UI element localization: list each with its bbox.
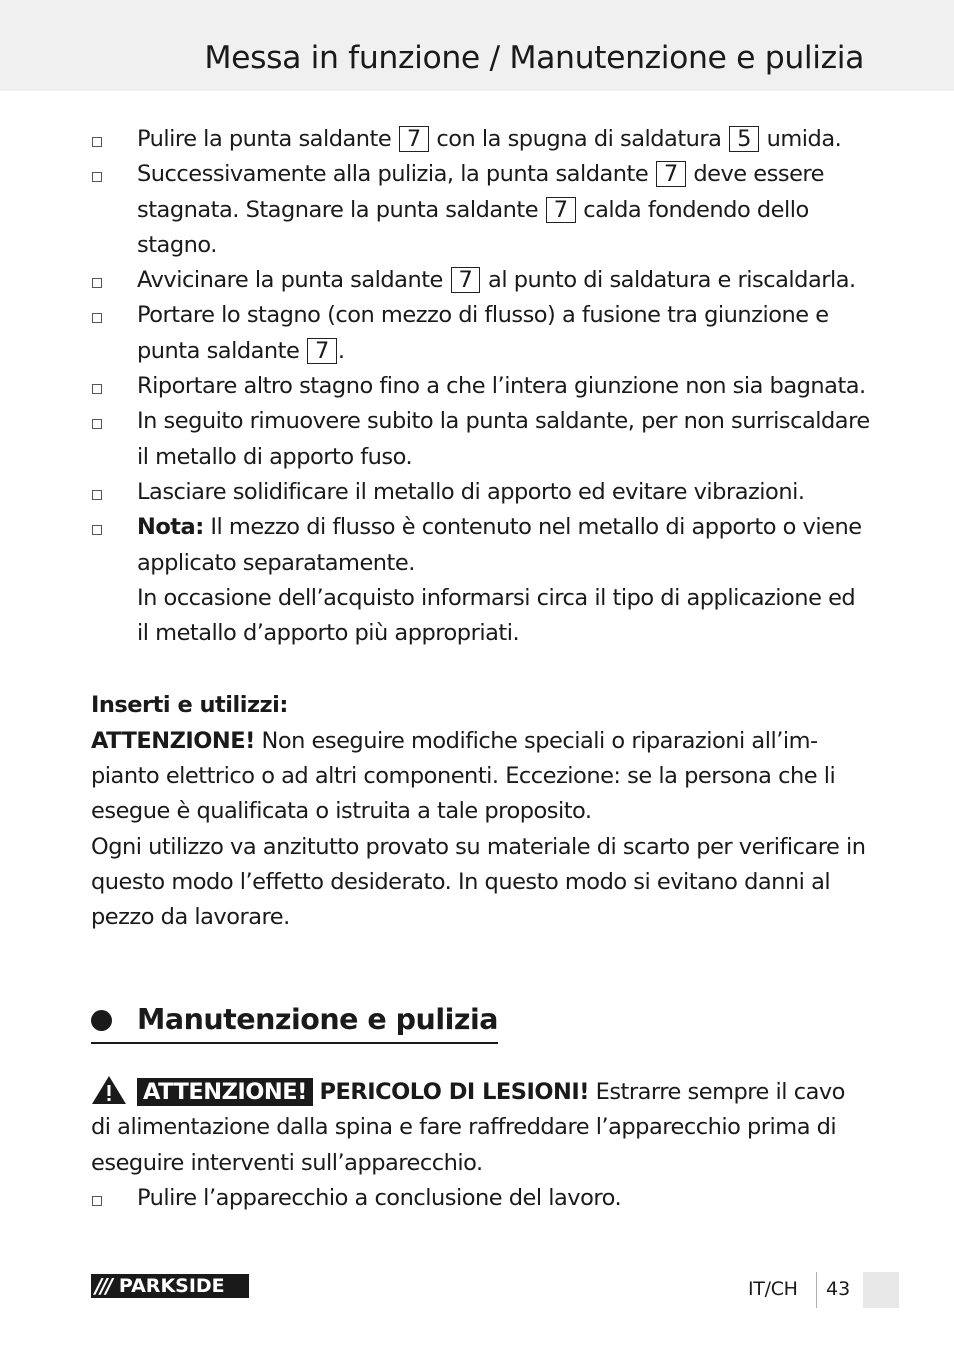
step-text: Successivamente alla pulizia, la punta saldante (137, 161, 655, 188)
page-number: 43 (826, 1278, 851, 1300)
maintenance-warning (91, 1075, 871, 1216)
step-text: Avvicinare la punta saldante (137, 267, 450, 294)
step-text: . (337, 337, 345, 364)
inserts-heading: Inserti e utilizzi: (91, 692, 288, 719)
bullet-square-icon (92, 1196, 102, 1206)
footer-tab-marker (863, 1272, 899, 1308)
bullet-square-icon (92, 278, 102, 288)
list-item (91, 122, 871, 157)
note-item (91, 510, 871, 651)
list-item (91, 369, 871, 404)
step-text: calda fondendo dello stagno. (137, 196, 809, 258)
footer-locale: IT/CH (748, 1278, 798, 1300)
bullet-square-icon (92, 384, 102, 394)
list-item (91, 404, 871, 475)
list-item (91, 263, 871, 298)
parkside-logo (91, 1274, 249, 1298)
inserts-section (91, 688, 871, 935)
step-text: al punto di saldatura e riscaldarla. (481, 267, 856, 294)
step-text: Pulire la punta saldante (137, 126, 398, 152)
maintenance-heading-wrap (91, 1000, 498, 1044)
bullet-square-icon (92, 313, 102, 323)
step-text: con la spugna di saldatura (429, 126, 729, 152)
attention-text: Non eseguire modifiche speciali o riparazioni all’im-pianto elettrico o ad altri componenti. Eccezione: se la persona che li esegue è qualificata o istruita a tale proposito. (91, 727, 836, 825)
part-reference: 7 (307, 338, 337, 364)
logo-slashes: /// (95, 1274, 111, 1298)
footer-divider (816, 1272, 817, 1308)
maintenance-step-text: Pulire l’apparecchio a conclusione del lavoro. (137, 1184, 622, 1211)
part-reference: 7 (546, 197, 576, 223)
bullet-square-icon (92, 490, 102, 500)
part-reference: 7 (451, 267, 481, 293)
step-text: In seguito rimuovere subito la punta saldante, per non surriscaldare il metallo di apporto fuso. (137, 408, 870, 470)
inserts-paragraph: Ogni utilizzo va anzitutto provato su materiale di scarto per verificare in questo modo l’effetto desiderato. In questo modo si evitano danni al pezzo da lavorare. (91, 833, 866, 931)
bullet-square-icon (92, 172, 102, 182)
step-text: Riportare altro stagno fino a che l’intera giunzione non sia bagnata. (137, 373, 866, 400)
step-text: umida. (759, 126, 842, 152)
note-text: Il mezzo di flusso è contenuto nel metallo di apporto o viene applicato separatamente. (137, 514, 862, 576)
page-title: Messa in funzione / Manutenzione e pulizia (204, 40, 864, 76)
content (91, 122, 871, 936)
danger-label: PERICOLO DI LESIONI! (319, 1079, 589, 1105)
logo-brand: PARKSIDE (118, 1275, 225, 1297)
note-label: Nota: (137, 514, 204, 541)
maintenance-heading-text: Manutenzione e pulizia (137, 1003, 498, 1036)
warning-text: Estrarre sempre il cavo di alimentazione dalla spina e fare raffreddare l’apparecchio prima di eseguire interventi sull’apparecchio. (91, 1079, 845, 1176)
maintenance-step (91, 1181, 871, 1216)
bullet-dot-icon (91, 1010, 112, 1031)
part-reference: 7 (656, 161, 686, 187)
list-item (91, 475, 871, 510)
maintenance-heading (91, 1000, 498, 1044)
list-item (91, 157, 871, 263)
step-text: Lasciare solidificare il metallo di apporto ed evitare vibrazioni. (137, 478, 805, 505)
warning-label: ATTENZIONE! (137, 1078, 313, 1106)
bullet-square-icon (92, 419, 102, 429)
attention-label: ATTENZIONE! (91, 727, 255, 754)
bullet-square-icon (92, 137, 102, 147)
note-text-2: In occasione dell’acquisto informarsi circa il tipo di applicazione ed il metallo d’apporto più appropriati. (137, 584, 856, 647)
warning-triangle-icon (91, 1075, 127, 1105)
list-item (91, 298, 871, 369)
bullet-square-icon (92, 525, 102, 535)
steps-list (91, 122, 871, 651)
step-text: deve essere stagnata. Stagnare la punta saldante (137, 161, 825, 223)
part-reference: 7 (399, 126, 429, 152)
step-text: Portare lo stagno (con mezzo di flusso) a fusione tra giunzione e punta saldante (137, 302, 829, 364)
part-reference: 5 (729, 126, 759, 152)
